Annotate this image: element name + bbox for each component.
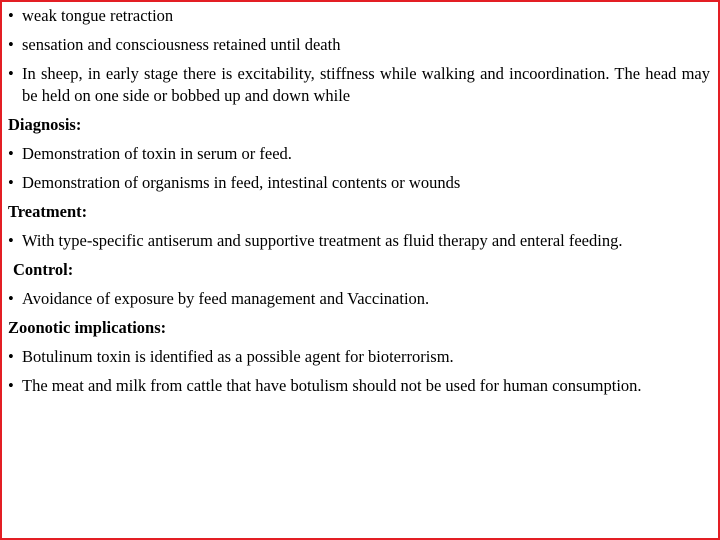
bullet-text: Botulinum toxin is identified as a possible agent for bioterrorism.	[22, 346, 454, 366]
bullet-text: With type-specific antiserum and supportive treatment as fluid therapy and enteral feeding.	[22, 230, 623, 250]
bullet-text: weak tongue retraction	[22, 6, 174, 25]
bullet-text: In sheep, in early stage there is excitability, stiffness while walking and incoordination. The head may be held on one side or bobbed up and down while	[22, 64, 710, 105]
bullet-icon: •	[8, 64, 14, 83]
bullet-icon: •	[8, 375, 14, 395]
bullet-item	[8, 5, 710, 27]
bullet-item	[8, 34, 710, 56]
bullet-icon: •	[8, 346, 14, 366]
treatment-heading: Treatment:	[8, 201, 88, 221]
zoonotic-heading: Zoonotic implications:	[8, 317, 167, 337]
bullet-item	[8, 172, 710, 194]
bullet-item	[8, 346, 710, 368]
bullet-text: sensation and consciousness retained until death	[22, 35, 341, 54]
bullet-item	[8, 143, 710, 165]
bullet-item	[8, 63, 710, 106]
bullet-item	[8, 230, 710, 252]
bullet-icon: •	[8, 230, 14, 250]
diagnosis-heading: Diagnosis:	[8, 114, 82, 134]
bullet-item	[8, 288, 710, 310]
bullet-text: Demonstration of organisms in feed, intestinal contents or wounds	[22, 172, 461, 192]
bullet-text: Demonstration of toxin in serum or feed.	[22, 143, 292, 163]
bullet-icon: •	[8, 143, 14, 163]
bullet-icon: •	[8, 6, 14, 25]
bullet-icon: •	[8, 288, 14, 308]
bullet-text: The meat and milk from cattle that have botulism should not be used for human consumption.	[22, 375, 642, 395]
bullet-text: Avoidance of exposure by feed management and Vaccination.	[22, 288, 430, 308]
bullet-icon: •	[8, 172, 14, 192]
control-heading: Control:	[13, 259, 74, 279]
bullet-icon: •	[8, 35, 14, 54]
bullet-item	[8, 375, 710, 397]
slide-content	[8, 5, 710, 396]
